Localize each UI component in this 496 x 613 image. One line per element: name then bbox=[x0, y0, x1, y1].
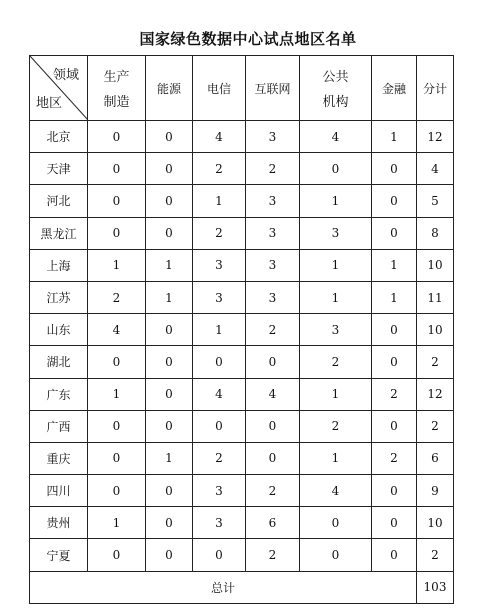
corner-header-cell bbox=[30, 56, 88, 121]
value-cell: 3 bbox=[246, 281, 300, 313]
value-cell: 1 bbox=[193, 314, 246, 346]
column-header-line1: 公共 bbox=[322, 70, 349, 85]
value-cell: 2 bbox=[246, 314, 300, 346]
table-row bbox=[30, 539, 454, 571]
value-cell: 0 bbox=[300, 153, 372, 185]
value-cell: 0 bbox=[193, 346, 246, 378]
subtotal-cell: 2 bbox=[417, 410, 454, 442]
value-cell: 0 bbox=[88, 410, 146, 442]
subtotal-cell: 2 bbox=[417, 346, 454, 378]
subtotal-cell: 10 bbox=[417, 507, 454, 539]
region-cell: 广东 bbox=[30, 378, 88, 410]
value-cell: 2 bbox=[193, 217, 246, 249]
column-header-manufacturing bbox=[88, 56, 146, 121]
page-title: 国家绿色数据中心试点地区名单 bbox=[139, 30, 357, 48]
value-cell: 0 bbox=[372, 346, 417, 378]
column-header-line1: 能源 bbox=[156, 81, 181, 96]
column-header-line2: 制造 bbox=[103, 95, 130, 110]
table-row bbox=[30, 185, 454, 217]
value-cell: 0 bbox=[88, 153, 146, 185]
value-cell: 0 bbox=[146, 539, 193, 571]
value-cell: 0 bbox=[300, 539, 372, 571]
value-cell: 2 bbox=[88, 281, 146, 313]
table-row bbox=[30, 121, 454, 153]
value-cell: 3 bbox=[300, 314, 372, 346]
column-header-line1: 分计 bbox=[422, 81, 447, 96]
table-row bbox=[30, 378, 454, 410]
value-cell: 1 bbox=[372, 249, 417, 281]
value-cell: 0 bbox=[88, 185, 146, 217]
table-row bbox=[30, 281, 454, 313]
value-cell: 2 bbox=[246, 153, 300, 185]
corner-bottom-label: 地区 bbox=[36, 96, 63, 111]
value-cell: 1 bbox=[300, 378, 372, 410]
value-cell: 0 bbox=[372, 153, 417, 185]
value-cell: 0 bbox=[246, 442, 300, 474]
value-cell: 0 bbox=[88, 442, 146, 474]
region-cell: 天津 bbox=[30, 153, 88, 185]
value-cell: 4 bbox=[193, 121, 246, 153]
column-header-line1: 金融 bbox=[381, 81, 406, 96]
header-row bbox=[30, 56, 454, 121]
region-cell: 上海 bbox=[30, 249, 88, 281]
value-cell: 1 bbox=[88, 507, 146, 539]
subtotal-cell: 5 bbox=[417, 185, 454, 217]
value-cell: 0 bbox=[88, 539, 146, 571]
region-cell: 广西 bbox=[30, 410, 88, 442]
value-cell: 1 bbox=[372, 121, 417, 153]
value-cell: 1 bbox=[193, 185, 246, 217]
value-cell: 3 bbox=[193, 249, 246, 281]
value-cell: 0 bbox=[146, 153, 193, 185]
value-cell: 4 bbox=[300, 475, 372, 507]
table-row bbox=[30, 346, 454, 378]
column-header-internet bbox=[246, 56, 300, 121]
value-cell: 3 bbox=[193, 475, 246, 507]
table-row bbox=[30, 442, 454, 474]
value-cell: 1 bbox=[88, 378, 146, 410]
column-header-energy bbox=[146, 56, 193, 121]
column-header-public-institution bbox=[300, 56, 372, 121]
value-cell: 0 bbox=[300, 507, 372, 539]
table-row bbox=[30, 314, 454, 346]
table-row bbox=[30, 249, 454, 281]
column-header-finance bbox=[372, 56, 417, 121]
region-cell: 河北 bbox=[30, 185, 88, 217]
region-cell: 重庆 bbox=[30, 442, 88, 474]
region-cell: 山东 bbox=[30, 314, 88, 346]
value-cell: 1 bbox=[372, 281, 417, 313]
value-cell: 3 bbox=[246, 185, 300, 217]
table-row bbox=[30, 475, 454, 507]
value-cell: 0 bbox=[88, 475, 146, 507]
table-row bbox=[30, 217, 454, 249]
value-cell: 4 bbox=[246, 378, 300, 410]
column-header-line1: 电信 bbox=[206, 81, 231, 96]
value-cell: 2 bbox=[300, 346, 372, 378]
value-cell: 0 bbox=[146, 314, 193, 346]
value-cell: 3 bbox=[246, 217, 300, 249]
value-cell: 0 bbox=[193, 410, 246, 442]
value-cell: 2 bbox=[193, 442, 246, 474]
value-cell: 0 bbox=[146, 346, 193, 378]
value-cell: 0 bbox=[146, 378, 193, 410]
table-row bbox=[30, 153, 454, 185]
table-row bbox=[30, 507, 454, 539]
value-cell: 6 bbox=[246, 507, 300, 539]
value-cell: 4 bbox=[300, 121, 372, 153]
value-cell: 0 bbox=[146, 217, 193, 249]
table-row bbox=[30, 410, 454, 442]
value-cell: 1 bbox=[146, 281, 193, 313]
region-cell: 湖北 bbox=[30, 346, 88, 378]
column-header-subtotal bbox=[417, 56, 454, 121]
region-cell: 北京 bbox=[30, 121, 88, 153]
value-cell: 0 bbox=[146, 410, 193, 442]
region-cell: 四川 bbox=[30, 475, 88, 507]
value-cell: 2 bbox=[193, 153, 246, 185]
value-cell: 3 bbox=[246, 121, 300, 153]
value-cell: 0 bbox=[146, 475, 193, 507]
column-header-line1: 生产 bbox=[103, 70, 130, 85]
value-cell: 1 bbox=[146, 442, 193, 474]
value-cell: 1 bbox=[300, 249, 372, 281]
value-cell: 2 bbox=[300, 410, 372, 442]
value-cell: 0 bbox=[88, 121, 146, 153]
region-cell: 宁夏 bbox=[30, 539, 88, 571]
value-cell: 3 bbox=[193, 507, 246, 539]
value-cell: 2 bbox=[372, 442, 417, 474]
value-cell: 2 bbox=[246, 475, 300, 507]
value-cell: 0 bbox=[146, 121, 193, 153]
value-cell: 0 bbox=[372, 539, 417, 571]
column-header-telecom bbox=[193, 56, 246, 121]
subtotal-cell: 12 bbox=[417, 378, 454, 410]
value-cell: 2 bbox=[372, 378, 417, 410]
value-cell: 0 bbox=[372, 217, 417, 249]
value-cell: 1 bbox=[146, 249, 193, 281]
value-cell: 1 bbox=[300, 185, 372, 217]
value-cell: 4 bbox=[193, 378, 246, 410]
region-cell: 江苏 bbox=[30, 281, 88, 313]
value-cell: 0 bbox=[372, 475, 417, 507]
subtotal-cell: 10 bbox=[417, 314, 454, 346]
subtotal-cell: 4 bbox=[417, 153, 454, 185]
total-value: 103 bbox=[417, 571, 454, 603]
subtotal-cell: 9 bbox=[417, 475, 454, 507]
subtotal-cell: 12 bbox=[417, 121, 454, 153]
value-cell: 0 bbox=[88, 217, 146, 249]
value-cell: 0 bbox=[146, 185, 193, 217]
column-header-line1: 互联网 bbox=[254, 81, 291, 96]
region-cell: 黑龙江 bbox=[30, 217, 88, 249]
corner-top-label: 领域 bbox=[52, 68, 79, 83]
subtotal-cell: 11 bbox=[417, 281, 454, 313]
value-cell: 0 bbox=[246, 346, 300, 378]
value-cell: 1 bbox=[88, 249, 146, 281]
column-header-line2: 机构 bbox=[322, 95, 349, 110]
pilot-region-table bbox=[29, 55, 454, 604]
value-cell: 1 bbox=[300, 281, 372, 313]
value-cell: 4 bbox=[88, 314, 146, 346]
value-cell: 3 bbox=[300, 217, 372, 249]
region-cell: 贵州 bbox=[30, 507, 88, 539]
value-cell: 0 bbox=[372, 410, 417, 442]
total-label: 总计 bbox=[30, 571, 417, 603]
subtotal-cell: 8 bbox=[417, 217, 454, 249]
subtotal-cell: 2 bbox=[417, 539, 454, 571]
value-cell: 0 bbox=[372, 507, 417, 539]
value-cell: 3 bbox=[193, 281, 246, 313]
value-cell: 3 bbox=[246, 249, 300, 281]
value-cell: 0 bbox=[146, 507, 193, 539]
value-cell: 0 bbox=[372, 185, 417, 217]
value-cell: 0 bbox=[88, 346, 146, 378]
total-row bbox=[30, 571, 454, 603]
value-cell: 0 bbox=[372, 314, 417, 346]
subtotal-cell: 10 bbox=[417, 249, 454, 281]
subtotal-cell: 6 bbox=[417, 442, 454, 474]
value-cell: 2 bbox=[246, 539, 300, 571]
value-cell: 0 bbox=[246, 410, 300, 442]
value-cell: 1 bbox=[300, 442, 372, 474]
value-cell: 0 bbox=[193, 539, 246, 571]
